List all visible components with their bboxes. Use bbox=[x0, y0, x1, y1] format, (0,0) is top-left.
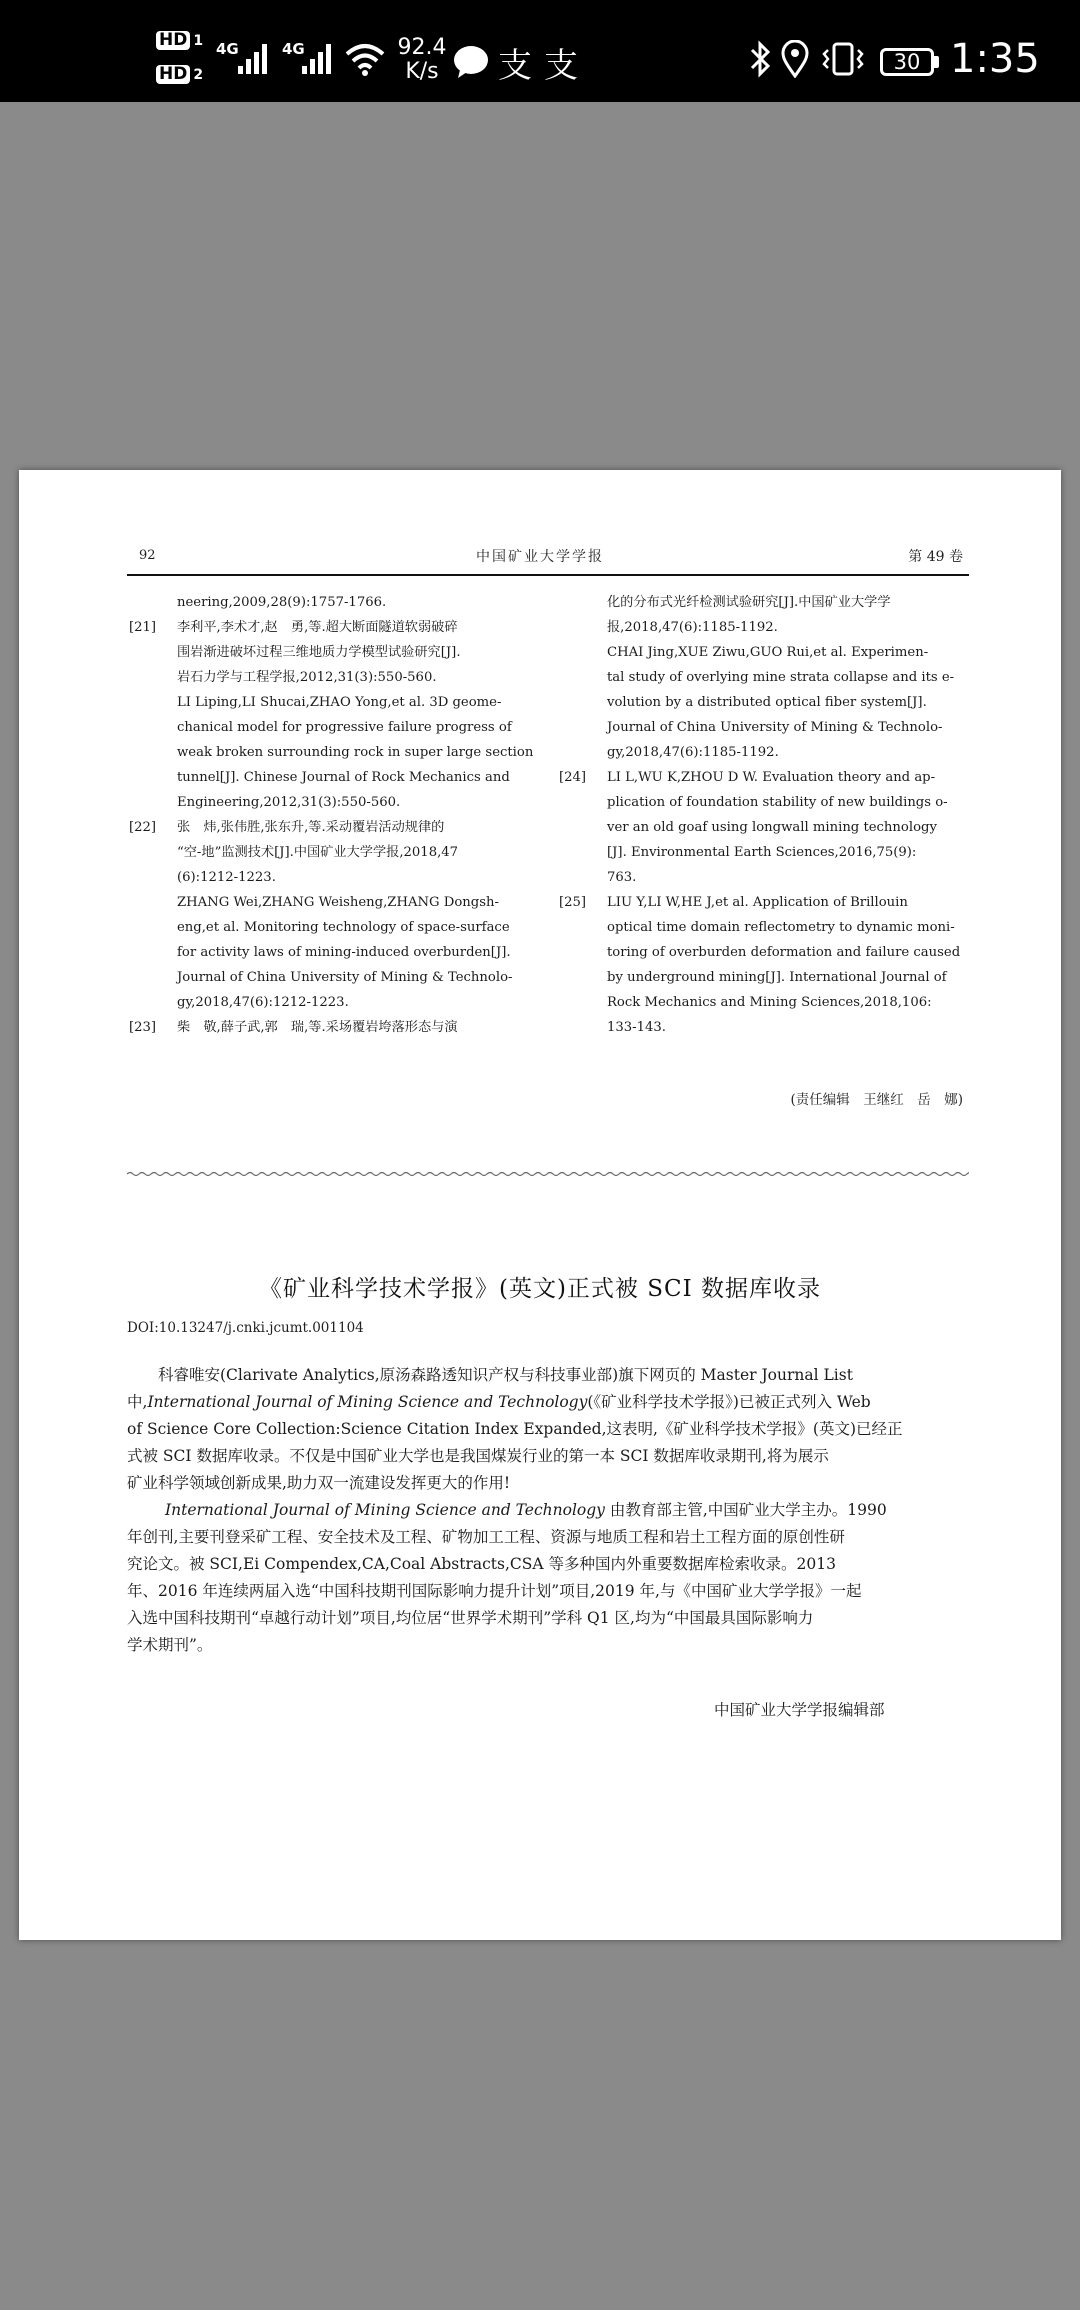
notice-line: 学术期刊”。 bbox=[127, 1636, 213, 1654]
hd1-indicator: HD 1 bbox=[156, 30, 203, 50]
battery-icon bbox=[880, 48, 934, 76]
reference-line: 张 炜,张伟胜,张东升,等.采动覆岩活动规律的 bbox=[177, 820, 445, 835]
reference-number: [23] bbox=[129, 1020, 157, 1035]
reference-line: gy,2018,47(6):1185-1192. bbox=[607, 745, 779, 760]
reference-line: CHAI Jing,XUE Ziwu,GUO Rui,et al. Experimen- bbox=[607, 645, 929, 660]
document-page[interactable] bbox=[19, 470, 1061, 1940]
reference-entry bbox=[129, 815, 529, 1015]
reference-line: Journal of China University of Mining & Technolo- bbox=[177, 970, 513, 985]
doi-line: DOI:10.13247/j.cnki.jcumt.001104 bbox=[127, 1320, 364, 1336]
reference-line: by underground mining[J]. International Journal of bbox=[607, 970, 947, 985]
journal-name: 中国矿业大学学报 bbox=[476, 549, 604, 565]
notice-line: 科睿唯安(Clarivate Analytics,原汤森路透知识产权与科技事业部)旗下网页的 Master Journal List bbox=[127, 1366, 853, 1384]
wifi-icon bbox=[344, 40, 386, 76]
header-rule bbox=[127, 574, 969, 576]
reference-line: 133-143. bbox=[607, 1020, 666, 1035]
reference-line: tal study of overlying mine strata collapse and its e- bbox=[607, 670, 955, 685]
reference-line: Journal of China University of Mining & Technolo- bbox=[607, 720, 943, 735]
reference-number: [25] bbox=[559, 895, 587, 910]
reference-line: Rock Mechanics and Mining Sciences,2018,106: bbox=[607, 995, 932, 1010]
reference-number: [22] bbox=[129, 820, 157, 835]
reference-entry bbox=[129, 615, 534, 815]
wave-divider bbox=[127, 1170, 969, 1178]
references-left-column bbox=[129, 590, 534, 1040]
page-number: 92 bbox=[139, 548, 156, 563]
reference-line: eng,et al. Monitoring technology of space-surface bbox=[177, 920, 510, 935]
notice-line: 矿业科学领域创新成果,助力双一流建设发挥更大的作用! bbox=[127, 1474, 511, 1492]
network-type-2: 4G bbox=[282, 40, 305, 58]
references-right-column bbox=[559, 590, 959, 1040]
notice-line: 年、2016 年连续两届入选“中国科技期刊国际影响力提升计划”项目,2019 年,与《中国矿业大学学报》一起 bbox=[127, 1582, 862, 1600]
reference-number: [21] bbox=[129, 620, 157, 635]
reference-entry bbox=[129, 590, 529, 615]
reference-line: 柴 敬,薛子武,郭 瑞,等.采场覆岩垮落形态与演 bbox=[177, 1020, 458, 1035]
reference-line: weak broken surrounding rock in super large section bbox=[177, 745, 534, 760]
reference-line: ZHANG Wei,ZHANG Weisheng,ZHANG Dongsh- bbox=[177, 895, 499, 910]
notice-line: of Science Core Collection:Science Citation Index Expanded,这表明,《矿业科学技术学报》(英文)已经正 bbox=[127, 1420, 903, 1438]
battery-tip bbox=[934, 56, 939, 68]
notice-line: 入选中国科技期刊“卓越行动计划”项目,均位居“世界学术期刊”学科 Q1 区,均为“中国最具国际影响力 bbox=[127, 1609, 814, 1627]
notice-body bbox=[127, 1362, 969, 1659]
reference-line: 李利平,李术才,赵 勇,等.超大断面隧道软弱破碎 bbox=[177, 620, 458, 635]
reference-number: [24] bbox=[559, 770, 587, 785]
alipay-icon: 支 bbox=[544, 46, 578, 86]
reference-line: LI Liping,LI Shucai,ZHAO Yong,et al. 3D geome- bbox=[177, 695, 502, 710]
reference-line: LI L,WU K,ZHOU D W. Evaluation theory and ap- bbox=[607, 770, 936, 785]
reference-line: neering,2009,28(9):1757-1766. bbox=[177, 595, 387, 610]
wechat-icon bbox=[452, 44, 490, 80]
editors-note: (责任编辑 王继红 岳 娜) bbox=[790, 1092, 963, 1108]
reference-line: for activity laws of mining-induced overburden[J]. bbox=[177, 945, 511, 960]
notice-title: 《矿业科学技术学报》(英文)正式被 SCI 数据库收录 bbox=[258, 1276, 821, 1302]
reference-line: 围岩渐进破坏过程三维地质力学模型试验研究[J]. bbox=[177, 645, 461, 660]
notice-line: 式被 SCI 数据库收录。不仅是中国矿业大学也是我国煤炭行业的第一本 SCI 数据库收录期刊,将为展示 bbox=[127, 1447, 829, 1465]
hd-icon: HD bbox=[156, 65, 190, 84]
reference-line: chanical model for progressive failure progress of bbox=[177, 720, 512, 735]
reference-line: volution by a distributed optical fiber system[J]. bbox=[607, 695, 927, 710]
reference-line: “空-地”监测技术[J].中国矿业大学学报,2018,47 bbox=[177, 845, 459, 860]
hd-icon: HD bbox=[156, 31, 190, 50]
notice-line: 究论文。被 SCI,Ei Compendex,CA,Coal Abstracts,CSA 等多种国内外重要数据库检索收录。2013 bbox=[127, 1555, 836, 1573]
notice-line: 年创刊,主要刊登采矿工程、安全技术及工程、矿物加工工程、资源与地质工程和岩土工程方面的原创性研 bbox=[127, 1528, 845, 1546]
reference-line: tunnel[J]. Chinese Journal of Rock Mechanics and bbox=[177, 770, 510, 785]
reference-line: 化的分布式光纤检测试验研究[J].中国矿业大学学 bbox=[607, 595, 891, 610]
hd2-indicator: HD 2 bbox=[156, 64, 203, 84]
notice-line: 中,International Journal of Mining Science and Technology(《矿业科学技术学报》)已被正式列入 Web bbox=[127, 1393, 871, 1411]
signature: 中国矿业大学学报编辑部 bbox=[714, 1701, 885, 1719]
reference-line: toring of overburden deformation and failure caused bbox=[607, 945, 961, 960]
network-speed: 92.4 K/s bbox=[397, 35, 447, 84]
reference-line: gy,2018,47(6):1212-1223. bbox=[177, 995, 349, 1010]
reference-line: ver an old goaf using longwall mining technology bbox=[607, 820, 937, 835]
reference-line: LIU Y,LI W,HE J,et al. Application of Brillouin bbox=[607, 895, 908, 910]
signal-icon bbox=[236, 40, 272, 76]
battery-level: 30 bbox=[893, 50, 921, 74]
reference-line: (6):1212-1223. bbox=[177, 870, 276, 885]
alipay-icon: 支 bbox=[498, 46, 532, 86]
reference-line: optical time domain reflectometry to dynamic moni- bbox=[607, 920, 955, 935]
reference-entry bbox=[559, 765, 959, 890]
reference-entry bbox=[559, 890, 959, 1040]
bluetooth-icon bbox=[748, 40, 772, 78]
reference-line: 报,2018,47(6):1185-1192. bbox=[607, 620, 778, 635]
reference-line: Engineering,2012,31(3):550-560. bbox=[177, 795, 401, 810]
notice-line: International Journal of Mining Science and Technology 由教育部主管,中国矿业大学主办。1990 bbox=[165, 1501, 887, 1519]
reference-entry bbox=[559, 590, 959, 765]
location-icon bbox=[780, 40, 810, 78]
reference-entry bbox=[129, 1015, 529, 1040]
reference-line: 岩石力学与工程学报,2012,31(3):550-560. bbox=[177, 670, 437, 685]
reference-line: [J]. Environmental Earth Sciences,2016,75(9): bbox=[607, 845, 917, 860]
reference-line: 763. bbox=[607, 870, 637, 885]
volume-label: 第 49 卷 bbox=[908, 549, 963, 565]
network-type-1: 4G bbox=[216, 40, 239, 58]
clock: 1:35 bbox=[950, 36, 1040, 82]
signal-icon bbox=[300, 40, 336, 76]
reference-line: plication of foundation stability of new buildings o- bbox=[607, 795, 948, 810]
status-bar bbox=[0, 0, 1080, 102]
vibrate-icon bbox=[820, 40, 866, 78]
